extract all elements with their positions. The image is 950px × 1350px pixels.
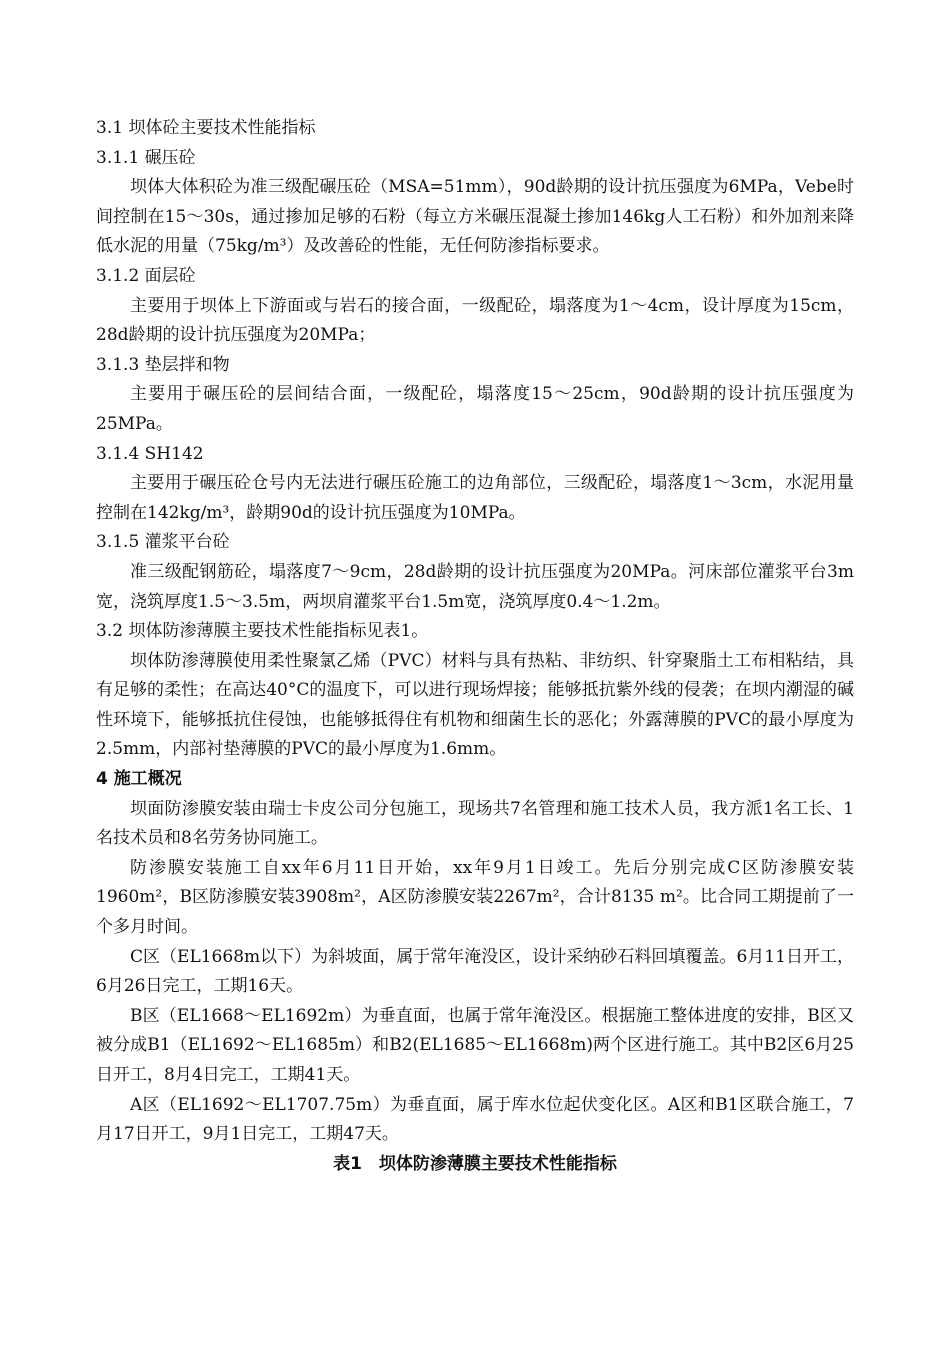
table-caption: 表1 坝体防渗薄膜主要技术性能指标 (333, 1153, 617, 1174)
paragraph-4-4: B区（EL1668～EL1692m）为垂直面，也属于常年淹没区。根据施工整体进度的安排，B区又被分成B1（EL1692～EL1685m）和B2(EL1685～EL1668m)两个区进行施工。其中B2区6月25日开工，8月4日完工，工期41天。 (96, 1005, 854, 1085)
paragraph-rcc: 坝体大体积砼为准三级配碾压砼（MSA=51mm），90d龄期的设计抗压强度为6MPa，Vebe时间控制在15～30s，通过掺加足够的石粉（每立方米碾压混凝土掺加146kg人工石粉）和外加剂来降低水泥的用量（75kg/m³）及改善砼的性能，无任何防渗指标要求。 (96, 177, 854, 257)
paragraph-4-5: A区（EL1692～EL1707.75m）为垂直面，属于库水位起伏变化区。A区和B1区联合施工，7月17日开工，9月1日完工，工期47天。 (96, 1094, 854, 1145)
paragraph-grout-platform: 准三级配钢筋砼，塌落度7～9cm，28d龄期的设计抗压强度为20MPa。河床部位灌浆平台3m宽，浇筑厚度1.5～3.5m，两坝肩灌浆平台1.5m宽，浇筑厚度0.4～1.2m。 (96, 561, 854, 612)
heading-3-1: 3.1 坝体砼主要技术性能指标 (96, 118, 316, 138)
paragraph-sh142: 主要用于碾压砼仓号内无法进行碾压砼施工的边角部位，三级配砼，塌落度1～3cm，水泥用量控制在142kg/m³，龄期90d的设计抗压强度为10MPa。 (96, 473, 854, 523)
heading-3-1-2: 3.1.2 面层砼 (96, 265, 196, 286)
heading-3-1-1: 3.1.1 碾压砼 (96, 147, 196, 168)
heading-3-1-4: 3.1.4 SH142 (96, 443, 204, 464)
heading-4: 4 施工概况 (96, 769, 182, 790)
paragraph-4-2: 防渗膜安装施工自xx年6月11日开始，xx年9月1日竣工。先后分别完成C区防渗膜安装1960m²，B区防渗膜安装3908m²，A区防渗膜安装2267m²，合计8135 m²。比合同工期提前了一个多月时间。 (96, 857, 854, 938)
heading-3-1-3: 3.1.3 垫层拌和物 (96, 354, 230, 375)
paragraph-bedding-mix: 主要用于碾压砼的层间结合面，一级配砼，塌落度15～25cm，90d龄期的设计抗压强度为25MPa。 (96, 384, 854, 434)
paragraph-membrane: 坝体防渗薄膜使用柔性聚氯乙烯（PVC）材料与具有热粘、非纺织、针穿聚脂土工布相粘结，具有足够的柔性；在高达40°C的温度下，可以进行现场焊接；能够抵抗紫外线的侵袭；在坝内潮湿的碱性环境下，能够抵抗住侵蚀，也能够抵得住有机物和细菌生长的恶化；外露薄膜的PVC的最小厚度为2.5mm，内部衬垫薄膜的PVC的最小厚度为1.6mm。 (96, 650, 854, 760)
heading-3-2: 3.2 坝体防渗薄膜主要技术性能指标见表1。 (96, 621, 429, 642)
paragraph-4-1: 坝面防渗膜安装由瑞士卡皮公司分包施工，现场共7名管理和施工技术人员，我方派1名工长、1名技术员和8名劳务协同施工。 (96, 798, 854, 849)
paragraph-4-3: C区（EL1668m以下）为斜坡面，属于常年淹没区，设计采纳砂石料回填覆盖。6月11日开工，6月26日完工，工期16天。 (96, 946, 854, 997)
document-body (96, 114, 854, 1179)
heading-3-1-5: 3.1.5 灌浆平台砼 (96, 532, 230, 553)
paragraph-face-concrete: 主要用于坝体上下游面或与岩石的接合面，一级配砼，塌落度为1～4cm，设计厚度为15cm，28d龄期的设计抗压强度为20MPa； (96, 295, 854, 346)
